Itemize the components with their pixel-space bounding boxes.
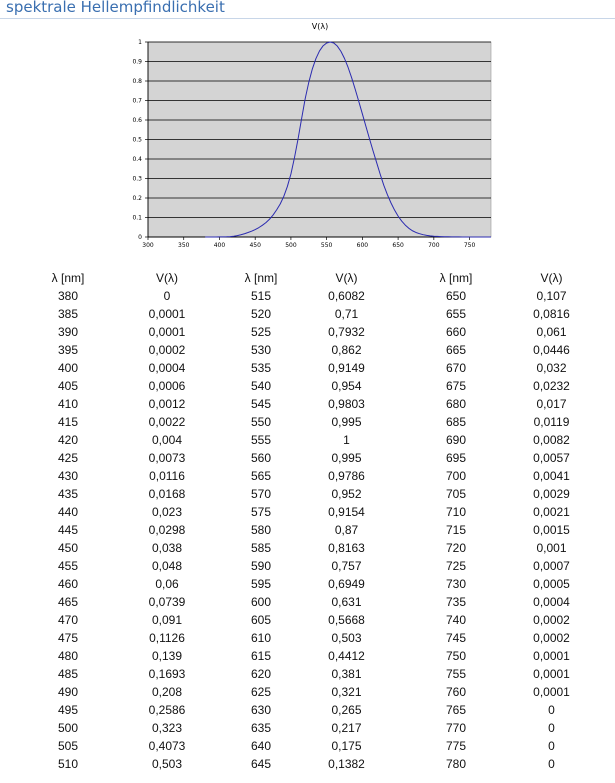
v-lambda-cell: 0,954 [331, 379, 362, 393]
wavelength-cell: 555 [250, 433, 272, 447]
column-header-v-lambda: V(λ) [540, 271, 563, 285]
wavelength-cell: 765 [445, 703, 467, 717]
wavelength-cell: 595 [250, 577, 272, 591]
v-lambda-cell: 0,0015 [533, 523, 570, 537]
wavelength-cell: 505 [57, 739, 79, 753]
wavelength-cell: 385 [57, 307, 79, 321]
v-lambda-cell: 0,503 [151, 757, 183, 771]
v-lambda-cell: 0,0004 [533, 595, 570, 609]
wavelength-cell: 390 [57, 325, 79, 339]
v-lambda-cell: 0,139 [151, 649, 183, 663]
v-lambda-cell: 0,0002 [148, 343, 186, 357]
table-row [30, 305, 590, 323]
table-row [30, 575, 590, 593]
column-header-wavelength: λ [nm] [51, 271, 85, 285]
wavelength-cell: 435 [57, 487, 79, 501]
v-lambda-cell: 0,0002 [533, 613, 570, 627]
table-row [30, 359, 590, 377]
v-lambda-cell: 0,001 [536, 541, 567, 555]
v-lambda-cell: 0,0041 [533, 469, 570, 483]
v-lambda-cell: 0,4073 [148, 739, 186, 753]
v-lambda-cell: 0,503 [331, 631, 362, 645]
v-lambda-cell: 0,1126 [149, 631, 185, 645]
v-lambda-cell: 0,5668 [328, 613, 365, 627]
wavelength-cell: 625 [250, 685, 272, 699]
wavelength-cell: 530 [250, 343, 272, 357]
v-lambda-cell: 0,0004 [148, 361, 186, 375]
wavelength-cell: 720 [445, 541, 467, 555]
table-row [30, 683, 590, 701]
wavelength-cell: 620 [250, 667, 272, 681]
wavelength-cell: 755 [445, 667, 467, 681]
y-tick-label: 0 [138, 234, 142, 241]
column-header-v-lambda: V(λ) [156, 271, 178, 285]
x-tick-label: 450 [249, 242, 261, 249]
v-lambda-cell: 0,004 [151, 433, 183, 447]
v-lambda-cell: 0 [163, 289, 171, 303]
wavelength-cell: 610 [250, 631, 272, 645]
wavelength-cell: 575 [250, 505, 272, 519]
v-lambda-cell: 0,1382 [328, 757, 365, 771]
wavelength-cell: 665 [445, 343, 467, 357]
wavelength-cell: 580 [250, 523, 272, 537]
wavelength-cell: 415 [57, 415, 79, 429]
wavelength-cell: 590 [250, 559, 272, 573]
v-lambda-cell: 0,038 [151, 541, 183, 555]
v-lambda-cell: 0,757 [331, 559, 362, 573]
v-lambda-cell: 0,032 [536, 361, 567, 375]
wavelength-cell: 705 [445, 487, 467, 501]
x-tick-label: 550 [320, 242, 333, 249]
v-lambda-cell: 0,9803 [328, 397, 365, 411]
wavelength-cell: 685 [445, 415, 467, 429]
wavelength-cell: 380 [57, 289, 79, 303]
wavelength-cell: 690 [445, 433, 467, 447]
v-lambda-cell: 0,995 [331, 451, 362, 465]
v-lambda-cell: 0,0073 [148, 451, 186, 465]
wavelength-cell: 715 [445, 523, 467, 537]
wavelength-cell: 480 [57, 649, 79, 663]
table-row [30, 395, 590, 413]
v-lambda-cell: 0,208 [151, 685, 183, 699]
y-tick-label: 0.7 [132, 97, 142, 105]
v-lambda-cell: 0,0082 [533, 433, 570, 447]
v-lambda-cell: 0,017 [536, 397, 567, 411]
table-row [30, 557, 590, 575]
y-tick-label: 1 [138, 39, 142, 46]
wavelength-cell: 485 [57, 667, 79, 681]
v-lambda-cell: 0,0001 [533, 685, 570, 699]
table-row [30, 413, 590, 431]
wavelength-cell: 725 [445, 559, 467, 573]
wavelength-cell: 470 [57, 613, 79, 627]
wavelength-cell: 615 [250, 649, 272, 663]
v-lambda-cell: 0,265 [331, 703, 362, 717]
y-tick-label: 0.4 [132, 156, 142, 163]
table-row [30, 611, 590, 629]
v-lambda-cell: 1 [343, 433, 350, 447]
wavelength-cell: 675 [445, 379, 467, 393]
table-row [30, 449, 590, 467]
table-row [30, 629, 590, 647]
wavelength-cell: 495 [57, 703, 79, 717]
column-header-wavelength: λ [nm] [439, 271, 473, 285]
v-lambda-cell: 0,0001 [533, 649, 570, 663]
x-tick-label: 700 [428, 242, 440, 249]
wavelength-cell: 565 [250, 469, 272, 483]
v-lambda-cell: 0,9154 [328, 505, 365, 519]
v-lambda-cell: 0,061 [536, 325, 567, 339]
table-row [30, 341, 590, 359]
v-lambda-cell: 0,9786 [328, 469, 365, 483]
wavelength-cell: 560 [250, 451, 272, 465]
table-row [30, 665, 590, 683]
wavelength-cell: 405 [57, 379, 79, 393]
wavelength-cell: 630 [250, 703, 272, 717]
wavelength-cell: 545 [250, 397, 272, 411]
v-lambda-cell: 0,0007 [533, 559, 570, 573]
y-tick-label: 0.1 [132, 214, 142, 222]
y-tick-label: 0.2 [132, 195, 142, 202]
v-lambda-cell: 0,7932 [328, 325, 365, 339]
page-title: spektrale Hellempfindlichkeit [6, 0, 225, 16]
wavelength-cell: 780 [445, 757, 467, 771]
y-tick-label: 0.8 [132, 78, 142, 85]
v-lambda-cell: 0,107 [536, 289, 567, 303]
wavelength-cell: 735 [445, 595, 467, 609]
v-lambda-cell: 0,091 [151, 613, 183, 627]
wavelength-cell: 570 [250, 487, 272, 501]
v-lambda-cell: 0,0029 [533, 487, 570, 501]
wavelength-cell: 670 [445, 361, 467, 375]
v-lambda-cell: 0,0116 [149, 469, 185, 483]
table-row [30, 593, 590, 611]
table-row [30, 521, 590, 539]
v-lambda-cell: 0,4412 [328, 649, 365, 663]
v-lambda-cell: 0 [548, 703, 555, 717]
v-lambda-cell: 0,71 [334, 307, 359, 321]
chart-title: V(λ) [311, 22, 329, 31]
x-tick-label: 600 [356, 242, 369, 249]
wavelength-cell: 460 [57, 577, 79, 591]
table-row [30, 467, 590, 485]
v-lambda-cell: 0,87 [334, 523, 359, 537]
v-lambda-cell: 0,0002 [533, 631, 570, 645]
wavelength-cell: 515 [250, 289, 272, 303]
wavelength-cell: 700 [445, 469, 467, 483]
v-lambda-cell: 0,0001 [148, 325, 186, 339]
v-lambda-cell: 0,0232 [533, 379, 570, 393]
v-lambda-cell: 0,0739 [148, 595, 186, 609]
wavelength-cell: 440 [57, 505, 79, 519]
wavelength-cell: 540 [250, 379, 272, 393]
v-lambda-cell: 0,0816 [533, 307, 570, 321]
wavelength-cell: 660 [445, 325, 467, 339]
wavelength-cell: 510 [57, 757, 79, 771]
table-row [30, 701, 590, 719]
y-tick-label: 0.5 [132, 136, 142, 144]
table-row [30, 503, 590, 521]
v-lambda-cell: 0,0005 [533, 577, 570, 591]
wavelength-cell: 680 [445, 397, 467, 411]
wavelength-cell: 425 [57, 451, 79, 465]
v-lambda-cell: 0,0298 [148, 523, 186, 537]
wavelength-cell: 445 [57, 523, 79, 537]
wavelength-cell: 695 [445, 451, 467, 465]
v-lambda-cell: 0,381 [331, 667, 362, 681]
wavelength-cell: 635 [250, 721, 272, 735]
wavelength-cell: 775 [445, 739, 467, 753]
wavelength-cell: 750 [445, 649, 467, 663]
wavelength-cell: 400 [57, 361, 79, 375]
table-row [30, 755, 590, 773]
v-lambda-cell: 0,995 [331, 415, 362, 429]
wavelength-cell: 640 [250, 739, 272, 753]
wavelength-cell: 655 [445, 307, 467, 321]
wavelength-cell: 535 [250, 361, 272, 375]
wavelength-cell: 730 [445, 577, 467, 591]
v-lambda-cell: 0 [548, 757, 555, 771]
v-lambda-cell: 0,0022 [148, 415, 186, 429]
table-row [30, 377, 590, 395]
wavelength-cell: 710 [445, 505, 467, 519]
wavelength-cell: 430 [57, 469, 79, 483]
v-lambda-cell: 0 [548, 739, 555, 753]
wavelength-cell: 740 [445, 613, 467, 627]
wavelength-cell: 420 [57, 433, 79, 447]
v-lambda-cell: 0,8163 [328, 541, 365, 555]
v-lambda-cell: 0,6082 [328, 289, 365, 303]
v-lambda-cell: 0,023 [151, 505, 183, 519]
v-lambda-cell: 0,06 [155, 577, 179, 591]
wavelength-cell: 550 [250, 415, 272, 429]
wavelength-cell: 500 [57, 721, 79, 735]
wavelength-cell: 395 [57, 343, 79, 357]
v-lambda-cell: 0,9149 [328, 361, 365, 375]
column-header-v-lambda: V(λ) [335, 271, 358, 285]
v-lambda-cell: 0,0119 [533, 415, 570, 429]
table-row [30, 647, 590, 665]
x-tick-label: 650 [392, 242, 404, 249]
v-lambda-cell: 0,2586 [148, 703, 186, 717]
v-lambda-cell: 0,952 [331, 487, 362, 501]
v-lambda-cell: 0,862 [331, 343, 362, 357]
table-row [30, 287, 590, 305]
v-lambda-cell: 0 [548, 721, 555, 735]
v-lambda-cell: 0,048 [151, 559, 183, 573]
wavelength-cell: 525 [250, 325, 272, 339]
y-tick-label: 0.9 [132, 58, 142, 66]
v-lambda-cell: 0,6949 [328, 577, 365, 591]
wavelength-cell: 475 [57, 631, 79, 645]
wavelength-cell: 490 [57, 685, 79, 699]
wavelength-cell: 650 [445, 289, 467, 303]
wavelength-cell: 450 [57, 541, 79, 555]
wavelength-cell: 605 [250, 613, 272, 627]
v-lambda-cell: 0,631 [331, 595, 362, 609]
wavelength-cell: 410 [57, 397, 79, 411]
wavelength-cell: 465 [57, 595, 79, 609]
wavelength-cell: 520 [250, 307, 272, 321]
v-lambda-cell: 0,0446 [533, 343, 570, 357]
y-tick-label: 0.6 [132, 117, 142, 124]
x-tick-label: 300 [142, 242, 154, 249]
v-lambda-cell: 0,175 [331, 739, 362, 753]
table-row [30, 539, 590, 557]
v-lambda-cell: 0,0012 [148, 397, 186, 411]
wavelength-cell: 600 [250, 595, 272, 609]
x-tick-label: 500 [285, 242, 297, 249]
wavelength-cell: 455 [57, 559, 79, 573]
table-row [30, 485, 590, 503]
table-row [30, 431, 590, 449]
column-header-wavelength: λ [nm] [244, 271, 278, 285]
table-row [30, 737, 590, 755]
v-lambda-cell: 0,0001 [533, 667, 570, 681]
v-lambda-cell: 0,1693 [148, 667, 186, 681]
v-lambda-cell: 0,0057 [533, 451, 570, 465]
v-lambda-cell: 0,0006 [148, 379, 186, 393]
v-lambda-cell: 0,0001 [148, 307, 186, 321]
x-tick-label: 350 [178, 242, 190, 249]
wavelength-cell: 760 [445, 685, 467, 699]
table-row [30, 719, 590, 737]
v-lambda-cell: 0,217 [331, 721, 362, 735]
wavelength-cell: 585 [250, 541, 272, 555]
x-tick-label: 400 [213, 242, 226, 249]
v-lambda-cell: 0,323 [151, 721, 183, 735]
wavelength-cell: 645 [250, 757, 272, 771]
wavelength-cell: 745 [445, 631, 467, 645]
y-tick-label: 0.3 [132, 175, 142, 183]
v-lambda-cell: 0,321 [331, 685, 362, 699]
wavelength-cell: 770 [445, 721, 467, 735]
v-lambda-cell: 0,0021 [533, 505, 570, 519]
table-row [30, 323, 590, 341]
spectral-sensitivity-chart [0, 0, 615, 260]
spectral-data-table [30, 269, 590, 773]
v-lambda-cell: 0,0168 [148, 487, 186, 501]
x-tick-label: 750 [463, 242, 476, 249]
table-header-row [30, 269, 590, 287]
